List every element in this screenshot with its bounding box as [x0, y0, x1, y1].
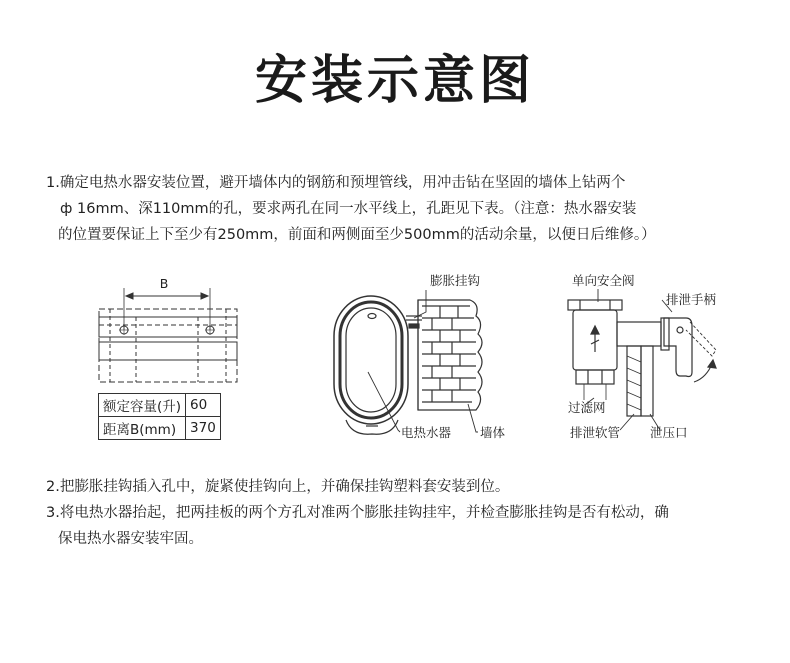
hook-label: 膨胀挂钩 [430, 273, 481, 288]
hook-plate-diagram [99, 288, 237, 382]
page-title: 安装示意图 [254, 51, 535, 111]
heater-label: 电热水器 [401, 425, 452, 440]
distance-label-cell: 距离B(mm) [99, 417, 186, 440]
capacity-value-cell: 60 [186, 394, 221, 417]
step-1-line-3: 的位置要保证上下至少有250mm，前面和两侧面至少500mm的活动余量，以便日后维修。） [58, 227, 656, 243]
step-3-line-2: 保电热水器安装牢固。 [58, 531, 203, 547]
heater-wall-diagram [334, 290, 482, 434]
table-row [99, 417, 221, 440]
wall-label: 墙体 [480, 425, 506, 440]
outlet-label: 泄压口 [650, 425, 688, 440]
step-1-line-1: 1.确定电热水器安装位置，避开墙体内的钢筋和预埋管线，用冲击钻在坚固的墙体上钻两个 [46, 175, 626, 191]
step-1-line-2: ф 16mm、深110mm的孔，要求两孔在同一水平线上，孔距见下表。（注意：热水器安装 [60, 201, 637, 217]
step-2 [46, 474, 509, 500]
filter-label: 过滤网 [568, 400, 606, 415]
table-row [99, 394, 221, 417]
valve-label: 单向安全阀 [572, 273, 635, 288]
handle-label: 排泄手柄 [666, 292, 717, 307]
capacity-label-cell: 额定容量(升) [99, 394, 186, 417]
hose-label: 排泄软管 [570, 425, 621, 440]
step-2-line-1: 2.把膨胀挂钩插入孔中，旋紧使挂钩向上，并确保挂钩塑料套安装到位。 [46, 479, 510, 495]
step-3 [46, 500, 669, 552]
dimension-b-label: B [159, 276, 169, 291]
distance-value-cell: 370 [186, 417, 221, 440]
step-3-line-1: 3.将电热水器抬起，把两挂板的两个方孔对准两个膨胀挂钩挂牢，并检查膨胀挂钩是否有松动，确 [46, 505, 669, 521]
spec-table [98, 393, 221, 440]
